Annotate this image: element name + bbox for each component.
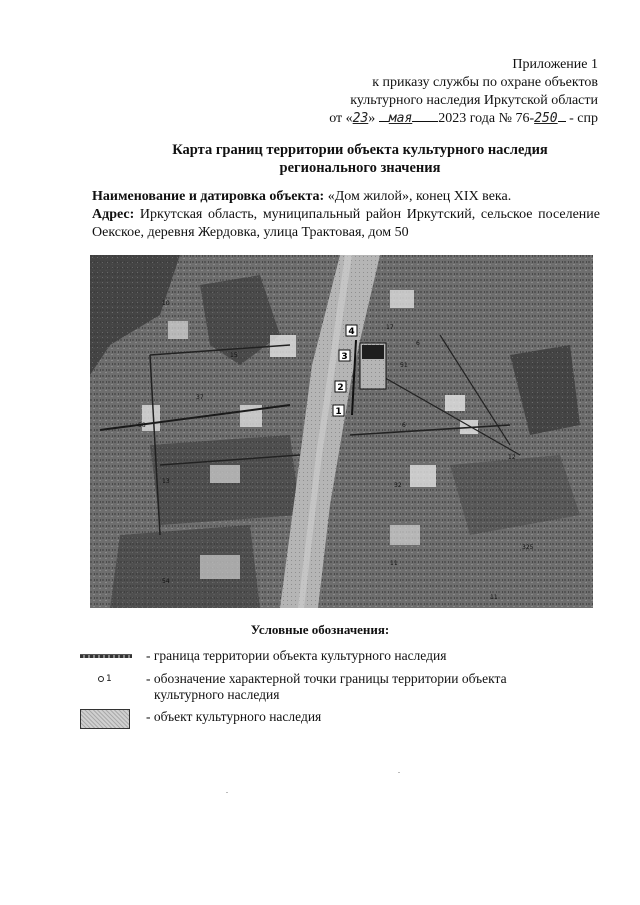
house-label: 54 — [162, 578, 170, 585]
house-label: 17 — [386, 324, 394, 331]
date-month: мая — [388, 111, 413, 126]
appendix-line-1: Приложение 1 — [512, 57, 598, 72]
object-name — [92, 188, 600, 206]
boundary-point-4 — [346, 325, 357, 337]
title-line-2: регионального значения — [279, 160, 441, 176]
house-label: 11 — [490, 594, 498, 601]
document-title — [110, 141, 610, 177]
object-info — [92, 188, 600, 242]
map-image — [90, 255, 593, 608]
boundary-point-2 — [335, 381, 346, 393]
date-day: 23 — [352, 111, 369, 126]
order-number: 250 — [534, 111, 558, 126]
house-label: 6 — [402, 422, 406, 429]
appendix-line-2: к приказу службы по охране объектов — [372, 75, 598, 90]
house-label: 15 — [230, 352, 238, 359]
svg-text:3: 3 — [341, 352, 348, 362]
house-label: 12 — [508, 454, 516, 461]
svg-text:2: 2 — [337, 383, 344, 393]
legend-point-symbol — [80, 671, 132, 693]
svg-text:4: 4 — [348, 327, 355, 337]
legend-boundary-symbol — [80, 648, 132, 670]
house-label: 6 — [416, 340, 420, 347]
legend-point-line-2: культурного наследия — [154, 687, 280, 702]
appendix-line-3: культурного наследия Иркутской области — [350, 93, 598, 108]
legend-point-text — [146, 671, 566, 703]
object-name-value: «Дом жилой», конец XIX века. — [327, 189, 512, 204]
object-name-label: Наименование и датировка объекта: — [92, 189, 325, 204]
object-address-value: Иркутская область, муниципальный район Иркутский, сельское поселение Оекское, деревня Жердовка, улица Трактовая, дом 50 — [92, 207, 600, 240]
house-label: 10 — [162, 300, 170, 307]
legend-point-line-1: - обозначение характерной точки границы территории объекта — [146, 671, 507, 686]
house-label: 11 — [390, 560, 398, 567]
object-address — [92, 206, 600, 242]
legend-title: Условные обозначения: — [250, 622, 390, 637]
object-address-label: Адрес: — [92, 207, 135, 222]
boundary-point-1 — [333, 405, 344, 417]
house-label: 37 — [196, 394, 204, 401]
house-label: 51 — [400, 362, 408, 369]
point-dot-icon — [98, 676, 104, 682]
order-suffix: - спр — [569, 111, 598, 126]
svg-text:1: 1 — [335, 407, 342, 417]
house-label: 13 — [162, 478, 170, 485]
house-label: 58 — [138, 422, 146, 429]
legend-point-symbol-text: 1 — [106, 674, 112, 684]
appendix-header — [329, 56, 598, 128]
legend-object-symbol — [80, 709, 132, 731]
appendix-date-line — [329, 110, 598, 128]
date-prefix: от « — [329, 111, 353, 126]
date-mid: » — [368, 111, 376, 126]
legend-boundary-text: - граница территории объекта культурного наследия — [146, 648, 447, 663]
title-line-1: Карта границ территории объекта культурного наследия — [172, 142, 548, 158]
boundary-point-3 — [339, 350, 350, 362]
house-label: 32 — [394, 482, 402, 489]
house-label: 325 — [522, 544, 534, 551]
date-year: 2023 года № 76- — [438, 111, 535, 126]
boundary-map — [90, 255, 593, 608]
legend-object-text: - объект культурного наследия — [146, 709, 322, 724]
